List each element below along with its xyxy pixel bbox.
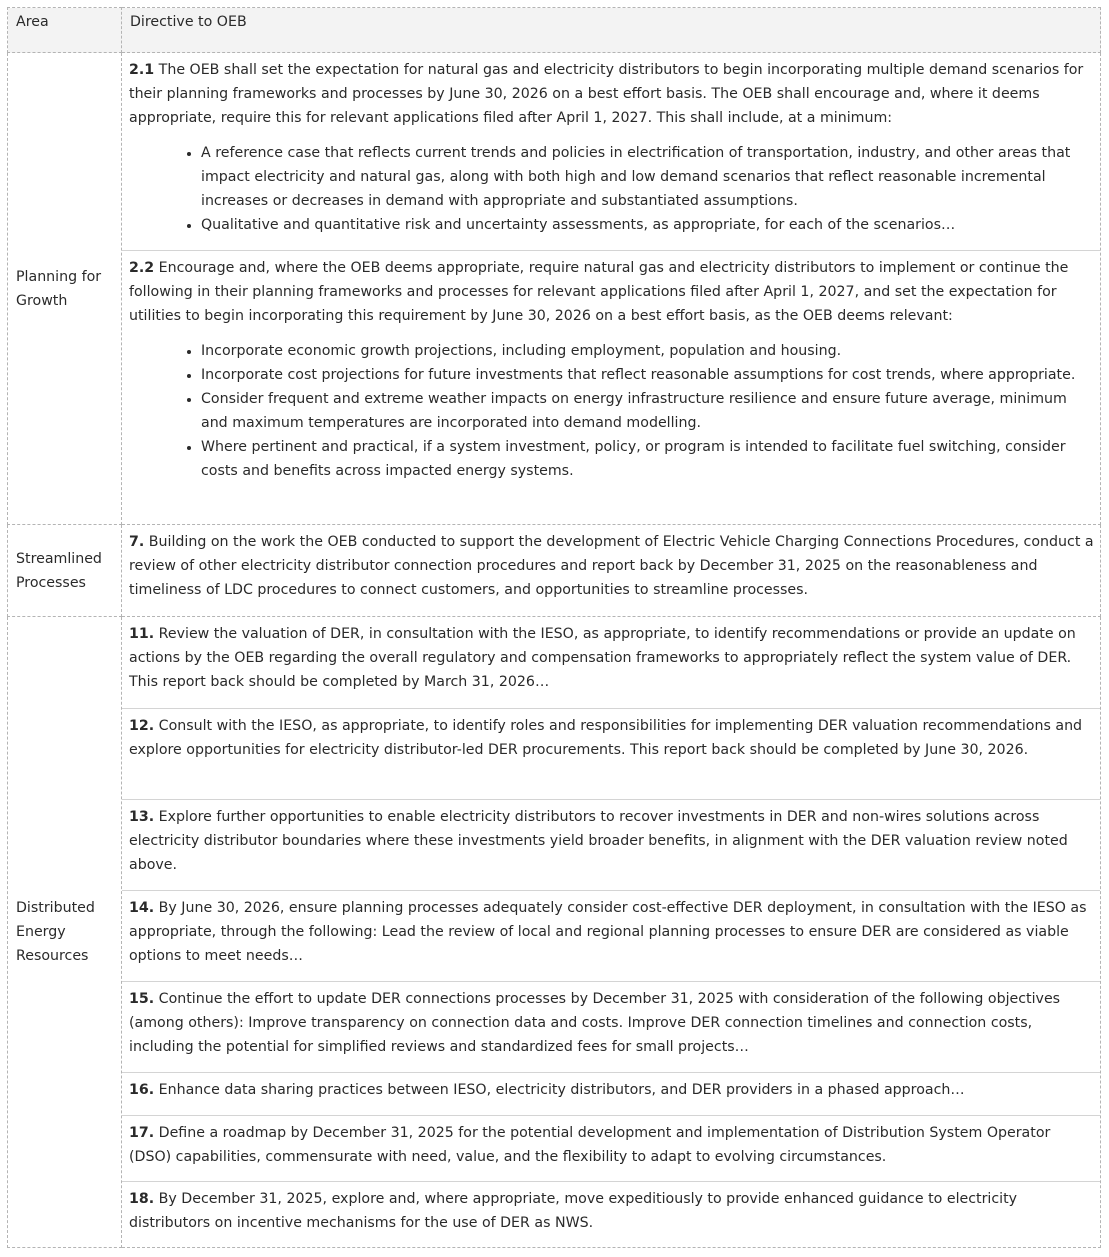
table-row — [8, 53, 1101, 525]
directive-number: 13. — [129, 809, 155, 825]
directive-16 — [122, 1072, 1100, 1115]
directives-table — [7, 7, 1101, 1248]
directive-18 — [122, 1181, 1100, 1247]
header-area: Area — [8, 8, 122, 53]
directive-text: By June 30, 2026, ensure planning processes adequately consider cost-effective DER deployment, in consultation with the IESO as appropriate, through the following: Lead the review of local and regional planning processes to ensure DER are considered as viable options to meet needs… — [129, 900, 1087, 964]
directive-text: Enhance data sharing practices between IESO, electricity distributors, and DER providers in a phased approach… — [158, 1082, 965, 1098]
directive-12 — [122, 708, 1100, 799]
bullet-list — [129, 141, 1094, 237]
directive-7 — [122, 525, 1100, 616]
table-row — [8, 525, 1101, 617]
directive-cell — [122, 53, 1101, 525]
list-item: • Qualitative and quantitative risk and uncertainty assessments, as appropriate, for each of the scenarios… — [201, 213, 1094, 237]
header-directive: Directive to OEB — [122, 8, 1101, 53]
directive-number: 14. — [129, 900, 155, 916]
directive-cell — [122, 617, 1101, 1248]
directive-14 — [122, 890, 1100, 981]
area-planning-for-growth: Planning for Growth — [8, 53, 122, 525]
area-distributed-energy-resources: Distributed Energy Resources — [8, 617, 122, 1248]
list-item: • Incorporate economic growth projections, including employment, population and housing. — [201, 339, 1094, 363]
directive-number: 17. — [129, 1125, 155, 1141]
directive-number: 12. — [129, 718, 155, 734]
list-item: • Incorporate cost projections for future investments that reflect reasonable assumptions for cost trends, where appropriate. — [201, 363, 1094, 387]
directive-15 — [122, 981, 1100, 1072]
directive-text: Explore further opportunities to enable electricity distributors to recover investments in DER and non-wires solutions across electricity distributor boundaries where these investments yield broader benefits, in alignment with the DER valuation review noted above. — [129, 809, 1068, 873]
directive-cell — [122, 525, 1101, 617]
directive-13 — [122, 799, 1100, 890]
directive-text: Continue the effort to update DER connections processes by December 31, 2025 with consideration of the following objectives (among others): Improve transparency on connection data and costs. Improve DER connection timelines and connection costs, including the potential for simplified reviews and standardized fees for small projects… — [129, 991, 1061, 1055]
directive-number: 11. — [129, 626, 155, 642]
directive-number: 18. — [129, 1191, 155, 1207]
directive-number: 2.1 — [129, 62, 155, 78]
area-streamlined-processes: Streamlined Processes — [8, 525, 122, 617]
bullet-list — [129, 339, 1094, 483]
table-header-row — [8, 8, 1101, 53]
directive-number: 7. — [129, 534, 145, 550]
directive-text: Consult with the IESO, as appropriate, to identify roles and responsibilities for implementing DER valuation recommendations and explore opportunities for electricity distributor-led DER procurements. This report back should be completed by June 30, 2026. — [129, 718, 1083, 758]
directive-number: 2.2 — [129, 260, 155, 276]
list-item: • A reference case that reflects current trends and policies in electrification of transportation, industry, and other areas that impact electricity and natural gas, along with both high and low demand scenarios that reflect reasonable incremental increases or decreases in demand with appropriate and substantiated assumptions. — [201, 141, 1094, 213]
directive-number: 16. — [129, 1082, 155, 1098]
directive-text: The OEB shall set the expectation for natural gas and electricity distributors to begin incorporating multiple demand scenarios for their planning frameworks and processes by June 30, 2026 on a best effort basis. The OEB shall encourage and, where it deems appropriate, require this for relevant applications filed after April 1, 2027. This shall include, at a minimum: — [129, 62, 1084, 126]
directive-text: Define a roadmap by December 31, 2025 for the potential development and implementation of Distribution System Operator (DSO) capabilities, commensurate with need, value, and the flexibility to adapt to evolving circumstances. — [129, 1125, 1051, 1165]
directive-text: Building on the work the OEB conducted to support the development of Electric Vehicle Charging Connections Procedures, conduct a review of other electricity distributor connection procedures and report back by December 31, 2025 on the reasonableness and timeliness of LDC procedures to connect customers, and opportunities to streamline processes. — [129, 534, 1094, 598]
directive-11 — [122, 617, 1100, 708]
directive-number: 15. — [129, 991, 155, 1007]
table-row — [8, 617, 1101, 1248]
directive-text: Review the valuation of DER, in consultation with the IESO, as appropriate, to identify recommendations or provide an update on actions by the OEB regarding the overall regulatory and compensation frameworks to appropriately reflect the system value of DER. This report back should be completed by March 31, 2026… — [129, 626, 1076, 690]
list-item: • Consider frequent and extreme weather impacts on energy infrastructure resilience and ensure future average, minimum and maximum temperatures are incorporated into demand modelling. — [201, 387, 1094, 435]
directive-2-1 — [122, 53, 1100, 250]
list-item: • Where pertinent and practical, if a system investment, policy, or program is intended to facilitate fuel switching, consider costs and benefits across impacted energy systems. — [201, 435, 1094, 483]
directive-text: By December 31, 2025, explore and, where appropriate, move expeditiously to provide enhanced guidance to electricity distributors on incentive mechanisms for the use of DER as NWS. — [129, 1191, 1018, 1231]
directive-17 — [122, 1115, 1100, 1181]
directive-text: Encourage and, where the OEB deems appropriate, require natural gas and electricity distributors to implement or continue the following in their planning frameworks and processes for relevant applications filed after April 1, 2027, and set the expectation for utilities to begin incorporating this requirement by June 30, 2026 on a best effort basis, as the OEB deems relevant: — [129, 260, 1069, 324]
directive-2-2 — [122, 250, 1100, 524]
